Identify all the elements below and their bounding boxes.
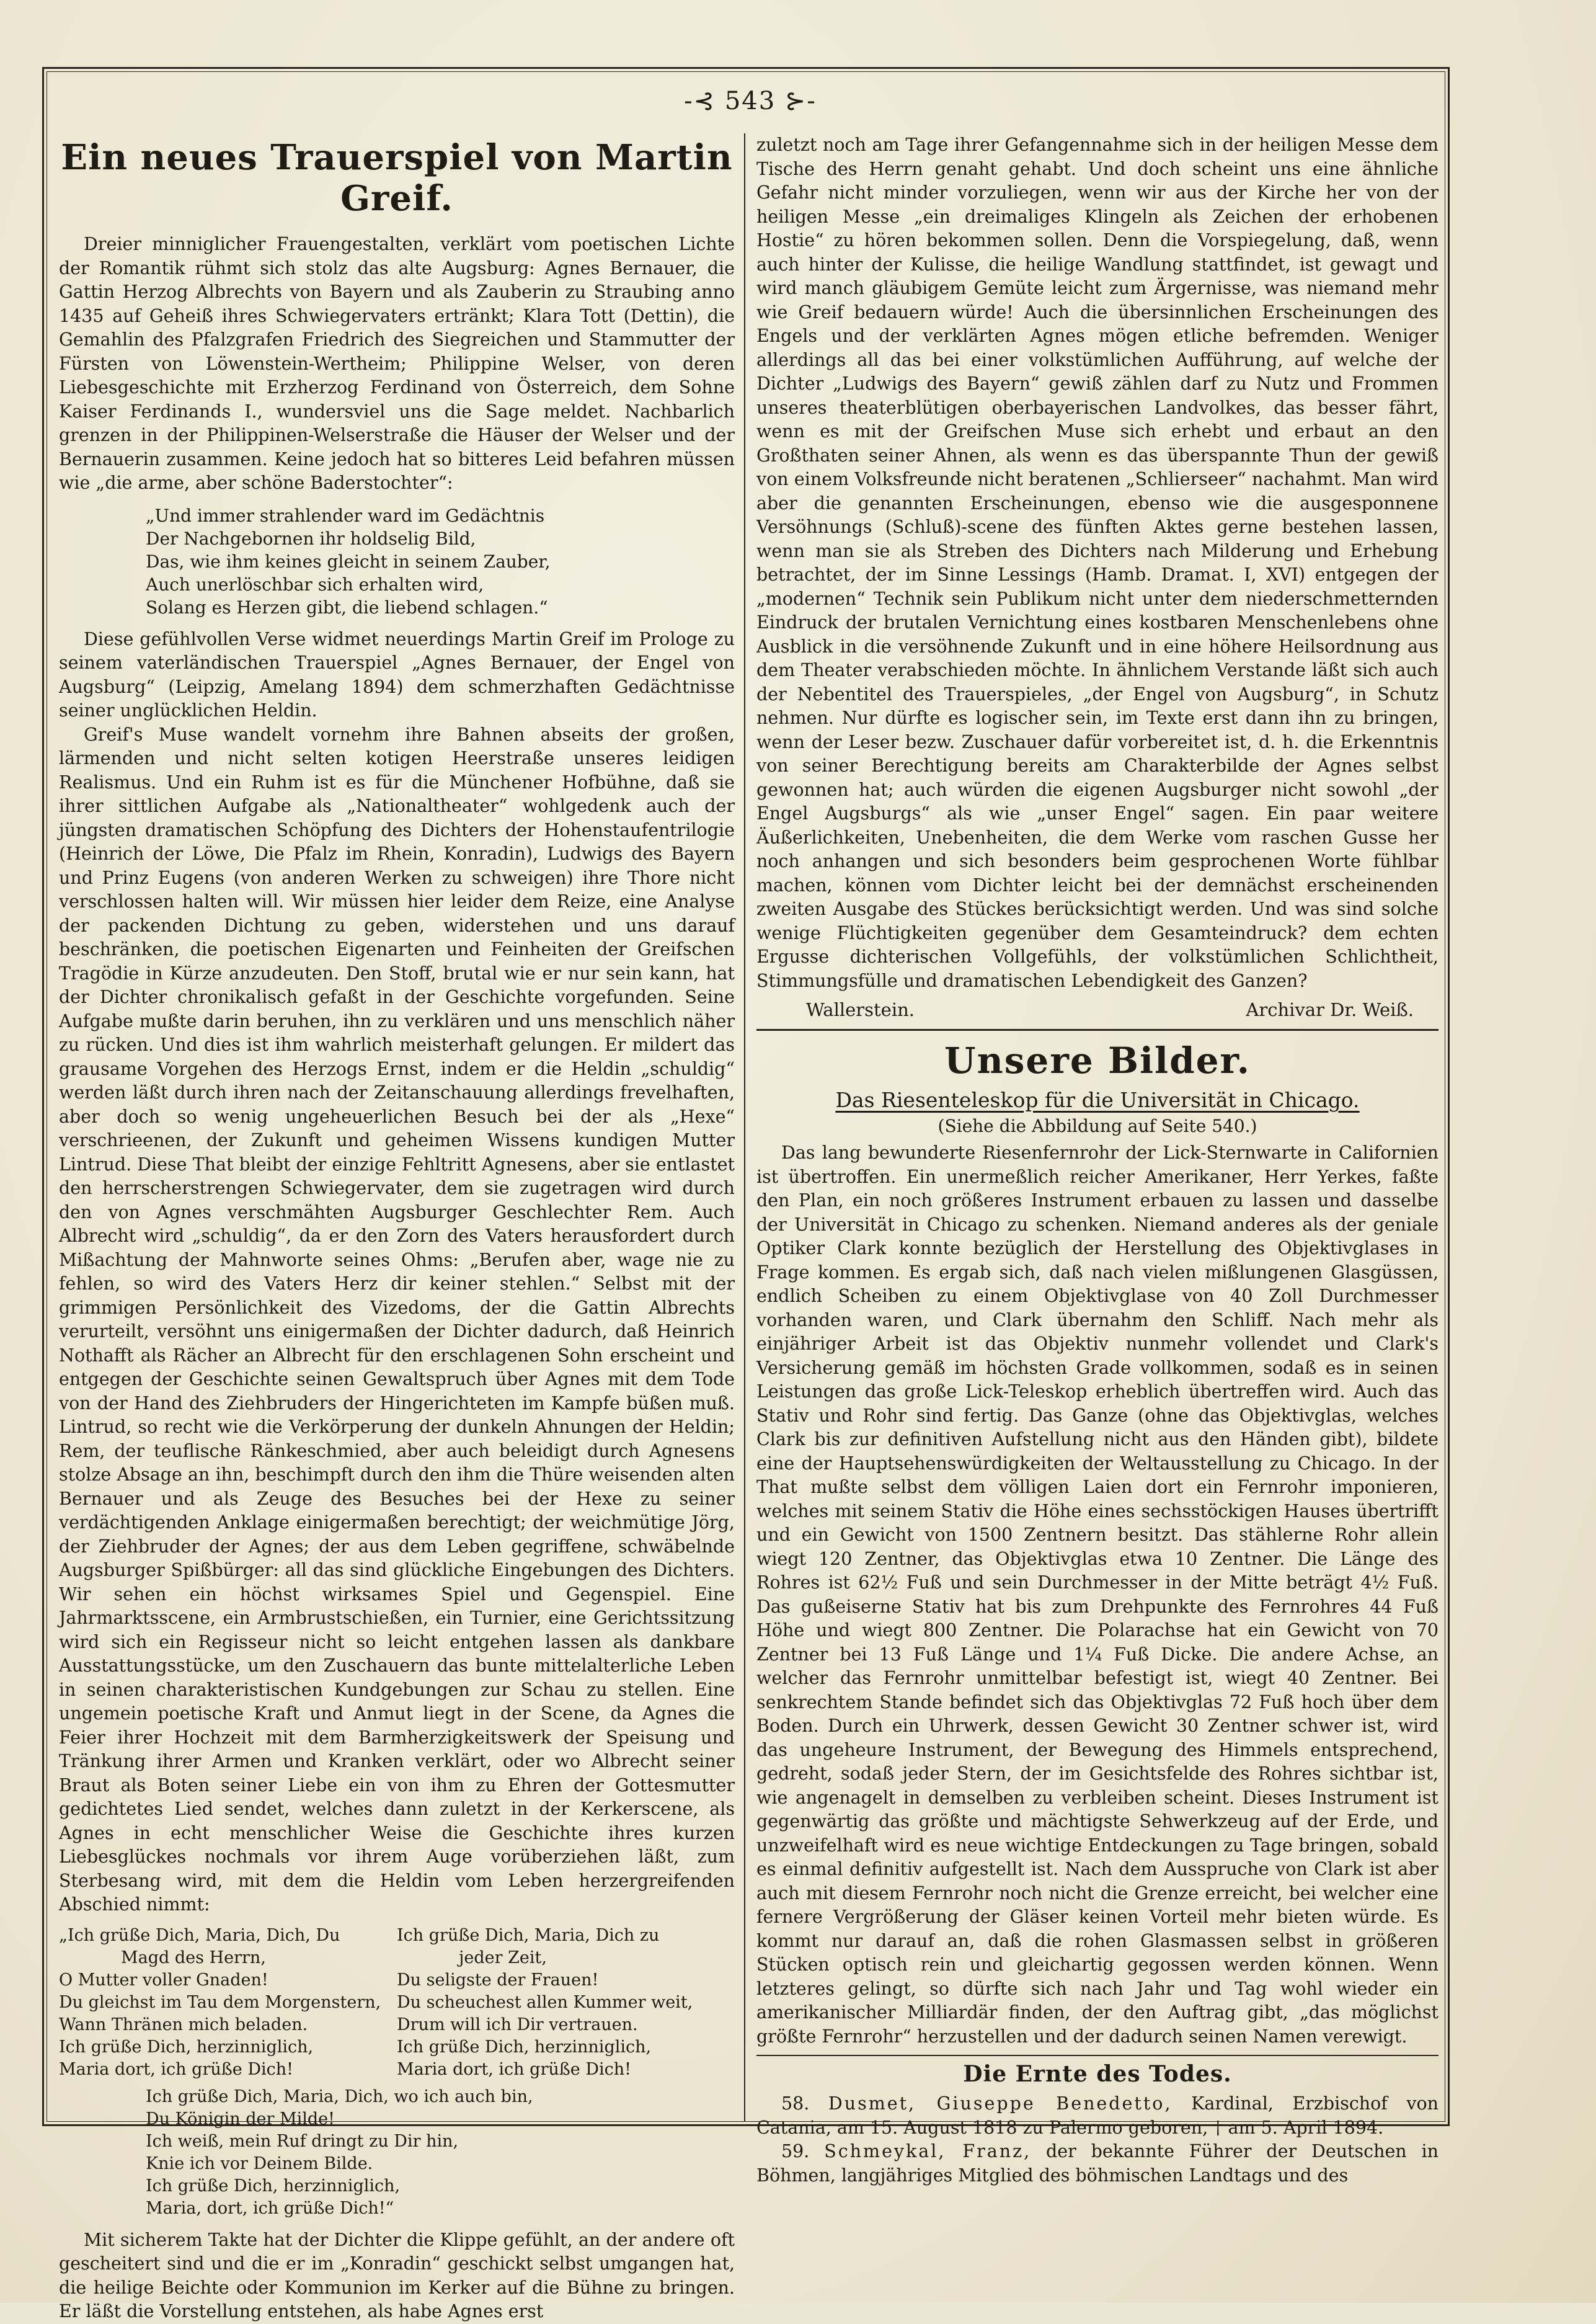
article-paragraph: Greif's Muse wandelt vornehm ihre Bahnen abseits der großen, lärmenden und nicht selten kotigen Heerstraße unseres leidigen Realismus. Und ein Ruhm ist es für die Münchener Hofbühne, daß sie ihrer sittlichen Aufgabe als „Nationaltheater“ wohlgedenk auch der jüngsten dramatischen Schöpfung des Dichters der Hohenstaufentrilogie (Heinrich der Löwe, Die Pfalz im Rhein, Konradin), Ludwigs des Bayern und Prinz Eugens (von anderen Werken zu schweigen) ihre Thore nicht verschlossen halten will. Wir müssen hier leider dem Reize, eine Analyse der packenden Dichtung zu geben, widerstehen und uns darauf beschränken, die poetischen Eigenarten und Feinheiten der Greifschen Tragödie in Kürze anzudeuten. Den Stoff, brutal wie er nur sein kann, hat der Dichter chronikalisch gefaßt in der Geschichte vorgefunden. Seine Aufgabe mußte darin beruhen, ihn zu verklären und uns menschlich näher zu rücken. Und dies ist ihm wahrlich meisterhaft gelungen. Er mildert das grausame Vorgehen des Herzogs Ernst, indem er die Heldin „schuldig“ werden läßt durch ihren nach der Zeitanschauung allerdings frevelhaften, aber doch so wenig ungeheuerlichen Besuch bei der als „Hexe“ verschrieenen, der Zukunft und geheimen Wissens kundigen Mutter Lintrud. Diese That bleibt der einzige Fehltritt Agnesens, aber sie entlastet den herrscherstrengen Schwiegervater, dem sie zugetragen wird durch den von Agnes verschmähten Augsburger Geschlechter Rem. Auch Albrecht wird „schuldig“, da er den Zorn des Vaters herausfordert durch Mißachtung der Mahnworte seines Ohms: „Berufen aber, wage nie zu fehlen, so wird des Vaters Herz dir keiner stehlen.“ Selbst mit der grimmigen Persönlichkeit des Vizedoms, der die Gattin Albrechts verurteilt, versöhnt uns einigermaßen der Dichter dadurch, daß Heinrich Nothafft als Rächer an Albrecht für den erschlagenen Sohn erscheint und entgegen der Geschichte seinen Gewaltspruch über Agnes mit dem Tode von der Hand des Ziehbruders der Hingerichteten im Kampfe büßen muß. Lintrud, so recht wie die Verkörperung der dunkeln Ahnungen der Heldin; Rem, der teuflische Ränkeschmied, aber auch beleidigt durch Agnesens stolze Absage an ihn, beschimpft durch den ihm die Thüre weisenden alten Bernauer und als Zeuge des Besuches bei der Hexe zu seiner verdächtigenden Anklage einigermaßen berechtigt; der weichmütige Jörg, der Ziehbruder der Agnes; der aus dem Leben gegriffene, schwäbelnde Augsburger Spißbürger: all das sind glückliche Eingebungen des Dichters. Wir sehen ein höchst wirksames Spiel und Gegenspiel. Eine Jahrmarktsscene, ein Armbrustschießen, ein Turnier, eine Gerichtssitzung wird sich ein Regisseur nicht so leicht entgehen lassen als dankbare Ausstattungsstücke, um den Zuschauern das bunte mittelalterliche Leben in seinen charakteristischen Kundgebungen zur Schau zu stellen. Eine ungemein poetische Kraft und Anmut liegt in der Scene, da Agnes die Feier ihrer Hochzeit mit dem Barmherzigkeitswerk der Speisung und Tränkung ihrer Armen und Kranken verklärt, oder wo Albrecht seiner Braut als Boten seiner Liebe ein von ihm zu Ehren der Gottesmutter gedichtetes Lied sendet, welches dann zuletzt in der Kerkerscene, als Agnes in echt menschlicher Weise die Geschichte ihres kurzen Liebesglückes nochmals vor ihrem Auge vorüberziehen läßt, zum Sterbesang wird, mit dem die Heldin vom Leben herzergreifenden Abschied nimmt: bbox=[59, 724, 735, 1915]
verse-block bbox=[146, 504, 735, 619]
verse-line: Du Königin der Milde! bbox=[146, 2109, 335, 2129]
section-title-ernte-des-todes: Die Ernte des Todes. bbox=[963, 2061, 1232, 2087]
page-number: 543 bbox=[724, 87, 776, 115]
section-title-unsere-bilder: Unsere Bilder. bbox=[944, 1040, 1251, 1082]
verse-line: Das, wie ihm keines gleicht in seinem Zauber, bbox=[146, 551, 551, 572]
entry-text: Kardinal, Erzbischof von Catania, am 15. August 1818 zu Palermo geboren, † am 5. April 1894. bbox=[756, 2093, 1439, 2138]
left-column bbox=[59, 133, 735, 2322]
verse-line: Ich grüße Dich, Maria, Dich zu bbox=[397, 1925, 660, 1945]
verse-line: Maria dort, ich grüße Dich! bbox=[59, 2059, 293, 2079]
page-number-line bbox=[670, 87, 831, 115]
prayer-right-column bbox=[397, 1925, 735, 2081]
obituary-entry bbox=[756, 2092, 1439, 2140]
section-divider bbox=[756, 1029, 1439, 1031]
article-signature bbox=[806, 999, 1414, 1020]
article-paragraph: Mit sicherem Takte hat der Dichter die Klippe gefühlt, an der andere oft gescheitert sind und die er im „Konradin“ geschickt selbst umgangen hat, die heilige Beichte oder Kommunion im Kerker auf die Bühne zu bringen. Er läßt die Vorstellung entstehen, als habe Agnes erst bbox=[59, 2229, 735, 2322]
verse-line: O Mutter voller Gnaden! bbox=[59, 1970, 268, 1990]
obituary-entry bbox=[756, 2140, 1439, 2188]
article-paragraph: Dreier minniglicher Frauengestalten, verklärt vom poetischen Lichte der Romantik rühmt sich stolz das alte Augsburg: Agnes Bernauer, die Gattin Herzog Albrechts von Bayern und als Zauberin zu Straubing anno 1435 auf Geheiß ihres Schwiegervaters ertränkt; Klara Tott (Dettin), die Gemahlin des Pfalzgrafen Friedrich des Siegreichen und Stammutter der Fürsten von Löwenstein-Wertheim; Philippine Welser, von deren Liebesgeschichte mit Erzherzog Ferdinand von Österreich, dem Sohne Kaiser Ferdinands I., wundersviel uns die Sage meldet. Nachbarlich grenzen in der Philippinen-Welserstraße die Häuser der Welser und der Bernauerin zusammen. Keine jedoch hat so bitteres Leid befahren müssen wie „die arme, aber schöne Baderstochter“: bbox=[59, 234, 735, 493]
section-divider bbox=[756, 2055, 1439, 2056]
prayer-verse-columns bbox=[59, 1925, 735, 2081]
verse-line: Drum will ich Dir vertrauen. bbox=[397, 2015, 638, 2034]
signature-place: Wallerstein. bbox=[806, 999, 915, 1020]
column-divider bbox=[744, 133, 745, 2121]
verse-line: jeder Zeit, bbox=[459, 1948, 547, 1967]
verse-line: „Und immer strahlender ward im Gedächtnis bbox=[146, 505, 545, 526]
verse-line: Knie ich vor Deinem Bilde. bbox=[146, 2153, 373, 2173]
verse-line: Du scheuchest allen Kummer weit, bbox=[397, 1992, 693, 2012]
verse-line: Solang es Herzen gibt, die liebend schlagen.“ bbox=[146, 597, 548, 618]
article-paragraph: Das lang bewunderte Riesenfernrohr der Lick-Sternwarte in Californien ist übertroffen. Ein unermeßlich reicher Amerikaner, Herr Yerkes, faßte den Plan, ein noch größeres Instrument erbauen zu lassen und dasselbe der Universität in Chicago zu schenken. Niemand anderes als der geniale Optiker Clark konnte bezüglich der Herstellung des Objektivglases in Frage kommen. Es ergab sich, daß nach vielen mißlungenen Glasgüssen, endlich Scheiben zu einem Objektivglase von 40 Zoll Durchmesser vorhanden waren, und Clark übernahm den Schliff. Nach mehr als einjähriger Arbeit ist das Objektiv nunmehr vollendet und Clark's Versicherung gemäß im höchsten Grade vollkommen, sodaß es in seinen Leistungen das große Lick-Teleskop erheblich übertreffen wird. Auch das Stativ und Rohr sind fertig. Das Ganze (ohne das Objektivglas, welches Clark bis zur definitiven Aufstellung nicht aus den Händen gibt), bildete eine der Hauptsehenswürdigkeiten der Weltausstellung zu Chicago. In der That mußte selbst dem völligen Laien dort ein Fernrohr imponieren, welches mit seinem Stativ die Höhe eines sechsstöckigen Hauses übertrifft und ein Gewicht von 1500 Zentnern besitzt. Das stählerne Rohr allein wiegt 120 Zentner, das Objektivglas etwa 10 Zentner. Die Länge des Rohres ist 62½ Fuß und sein Durchmesser in der Mitte beträgt 4½ Fuß. Das gußeiserne Stativ hat bis zum Drehpunkte des Fernrohres 44 Fuß Höhe und wiegt 800 Zentner. Die Polarachse hat ein Gewicht von 70 Zentner bei 13 Fuß Länge und 1¼ Fuß Dicke. Die andere Achse, an welcher das Fernrohr unmittelbar befestigt ist, wiegt 40 Zentner. Bei senkrechtem Stande befindet sich das Objektivglas 72 Fuß hoch über dem Boden. Durch ein Uhrwerk, dessen Gewicht 30 Zentner schwer ist, wird das ungeheure Instrument, der Bewegung des Himmels entsprechend, gedreht, sodaß jeder Stern, der im Gesichtsfelde des Rohres sichtbar ist, wie angenagelt in demselben zu verbleiben scheint. Dieses Instrument ist gegenwärtig das größte und mächtigste Sehwerkzeug auf der Erde, und unzweifelhaft wird es neue wichtige Entdeckungen zu Tage bringen, sobald es einmal definitiv aufgestellt ist. Nach dem Ausspruche von Clark ist aber auch mit diesem Fernrohr noch nicht die Grenze erreicht, bei welcher eine fernere Vergrößerung der Gläser keinen Vorteil mehr bieten würde. Es kommt nur darauf an, daß die rohen Glasmassen selbst in größeren Stücken optisch rein und gleichartig gegossen werden können. Wenn letzteres gelingt, so dürfte sich nach Jahr und Tag wohl wieder ein amerikanischer Milliardär finden, der den Auftrag gibt, „das möglichst größte Fernrohr“ herzustellen und der dadurch seinen Namen verewigt. bbox=[756, 1142, 1439, 2047]
page-number-ornament-right: ⊱- bbox=[784, 87, 817, 115]
prayer-final-stanza bbox=[146, 2086, 735, 2220]
verse-line: „Ich grüße Dich, Maria, Dich, Du bbox=[59, 1925, 340, 1945]
entry-name: Dusmet, Giuseppe Benedetto, bbox=[828, 2093, 1173, 2114]
article-title-trauerspiel: Ein neues Trauerspiel von Martin Greif. bbox=[61, 137, 733, 219]
verse-line: Maria dort, ich grüße Dich! bbox=[397, 2059, 631, 2079]
verse-line: Auch unerlöschbar sich erhalten wird, bbox=[146, 574, 484, 595]
signature-author: Archivar Dr. Weiß. bbox=[1246, 999, 1414, 1020]
entry-text: der bekannte Führer der Deutschen in Böhmen, langjähriges Mitglied des böhmischen Landtags und des bbox=[756, 2141, 1439, 2186]
page-number-ornament-left: -⊰ bbox=[684, 87, 716, 115]
article-subtitle: Das Riesenteleskop für die Universität in Chicago. bbox=[835, 1088, 1360, 1112]
entry-name: Schmeykal, Franz, bbox=[824, 2141, 1032, 2161]
verse-line: Du gleichst im Tau dem Morgenstern, bbox=[59, 1992, 381, 2012]
verse-line: Ich weiß, mein Ruf dringt zu Dir hin, bbox=[146, 2131, 459, 2151]
entry-number: 58. bbox=[781, 2093, 810, 2114]
verse-line: Wann Thränen mich beladen. bbox=[59, 2015, 308, 2034]
article-paragraph: Diese gefühlvollen Verse widmet neuerdings Martin Greif im Prologe zu seinem vaterländischen Trauerspiel „Agnes Bernauer, der Engel von Augsburg“ (Leipzig, Amelang 1894) dem schmerzhaften Gedächtnisse seiner unglücklichen Heldin. bbox=[59, 628, 735, 721]
verse-line: Ich grüße Dich, herzinniglich, bbox=[59, 2037, 314, 2057]
verse-line: Der Nachgebornen ihr holdselig Bild, bbox=[146, 528, 476, 549]
prayer-left-column bbox=[59, 1925, 397, 2081]
article-note: (Siehe die Abbildung auf Seite 540.) bbox=[938, 1116, 1257, 1136]
verse-line: Ich grüße Dich, herzinniglich, bbox=[146, 2176, 401, 2196]
entry-number: 59. bbox=[781, 2141, 810, 2161]
verse-line: Magd des Herrn, bbox=[121, 1948, 266, 1967]
verse-line: Du seligste der Frauen! bbox=[397, 1970, 599, 1990]
verse-line: Ich grüße Dich, Maria, Dich, wo ich auch bin, bbox=[146, 2086, 533, 2106]
verse-line: Ich grüße Dich, herzinniglich, bbox=[397, 2037, 652, 2057]
right-column bbox=[756, 133, 1439, 2186]
verse-line: Maria, dort, ich grüße Dich!“ bbox=[146, 2198, 394, 2218]
article-paragraph: zuletzt noch am Tage ihrer Gefangennahme sich in der heiligen Messe dem Tische des Herrn genaht gehabt. Und doch scheint uns eine ähnliche Gefahr nicht minder vorzuliegen, wenn wir aus der Kirche her von der heiligen Messe „ein dreimaliges Klingeln als Zeichen der erhobenen Hostie“ zu hören bekommen sollen. Denn die Vorspiegelung, daß, wenn auch hinter der Kulisse, die heilige Wandlung stattfindet, ist gewagt und wird manch gläubigem Gemüte leicht zum Ärgernisse, was niemand mehr wie Greif bedauern würde! Auch die übersinnlichen Erscheinungen des Engels und der verklärten Agnes mögen etliche befremden. Weniger allerdings all das bei einer volkstümlichen Aufführung, auf welche der Dichter „Ludwigs des Bayern“ gewiß zählen darf zu Nutz und Frommen unseres theaterblütigen oberbayerischen Landvolkes, das besser fährt, wenn es mit der Greifschen Muse sich erhebt und erbaut an den Großthaten seiner Ahnen, als wenn es das überspannte Thun der gewiß von einem Volksfreunde nicht beratenen „Schlierseer“ nachahmt. Man wird aber die genannten Erscheinungen, ebenso wie die ausgesponnene Versöhnungs (Schluß)-scene des fünften Aktes gerne bestehen lassen, wenn man sie als Streben des Dichters nach Milderung und Erhebung betrachtet, der im Sinne Lessings (Hamb. Dramat. I, XVI) entgegen der „modernen“ Technik sein Publikum nicht unter dem niederschmetternden Eindruck der brutalen Vernichtung eines kostbaren Menschenlebens ohne Ausblick in die versöhnende Zukunft und in eine höhere Heilsordnung aus dem Theater verabschieden möchte. In ähnlichem Verstande läßt sich auch der Nebentitel des Trauerspieles, „der Engel von Augsburg“, in Schutz nehmen. Nur dürfte es logischer sein, im Texte erst dann ihn zu bringen, wenn der Leser bezw. Zuschauer dafür vorbereitet ist, d. h. die Erkenntnis von seiner Berechtigung bereits am Charakterbilde der Agnes selbst gewonnen hat; auch würden die eigenen Augsburger nicht sowohl „der Engel Augsburgs“ als wie „unser Engel“ sagen. Ein paar weitere Äußerlichkeiten, Unebenheiten, die dem Werke vom raschen Gusse her noch anhangen und sich besonders beim gesprochenen Worte fühlbar machen, können vom Dichter leicht bei der demnächst erscheinenden zweiten Ausgabe des Stückes berücksichtigt werden. Und was sind solche wenige Flüchtigkeiten gegenüber dem Gesamteindruck? dem echten Ergusse dichterischen Vollgefühls, der volkstümlichen Schlichtheit, Stimmungsfülle und dramatischen Lebendigkeit des Ganzen? bbox=[756, 135, 1439, 991]
